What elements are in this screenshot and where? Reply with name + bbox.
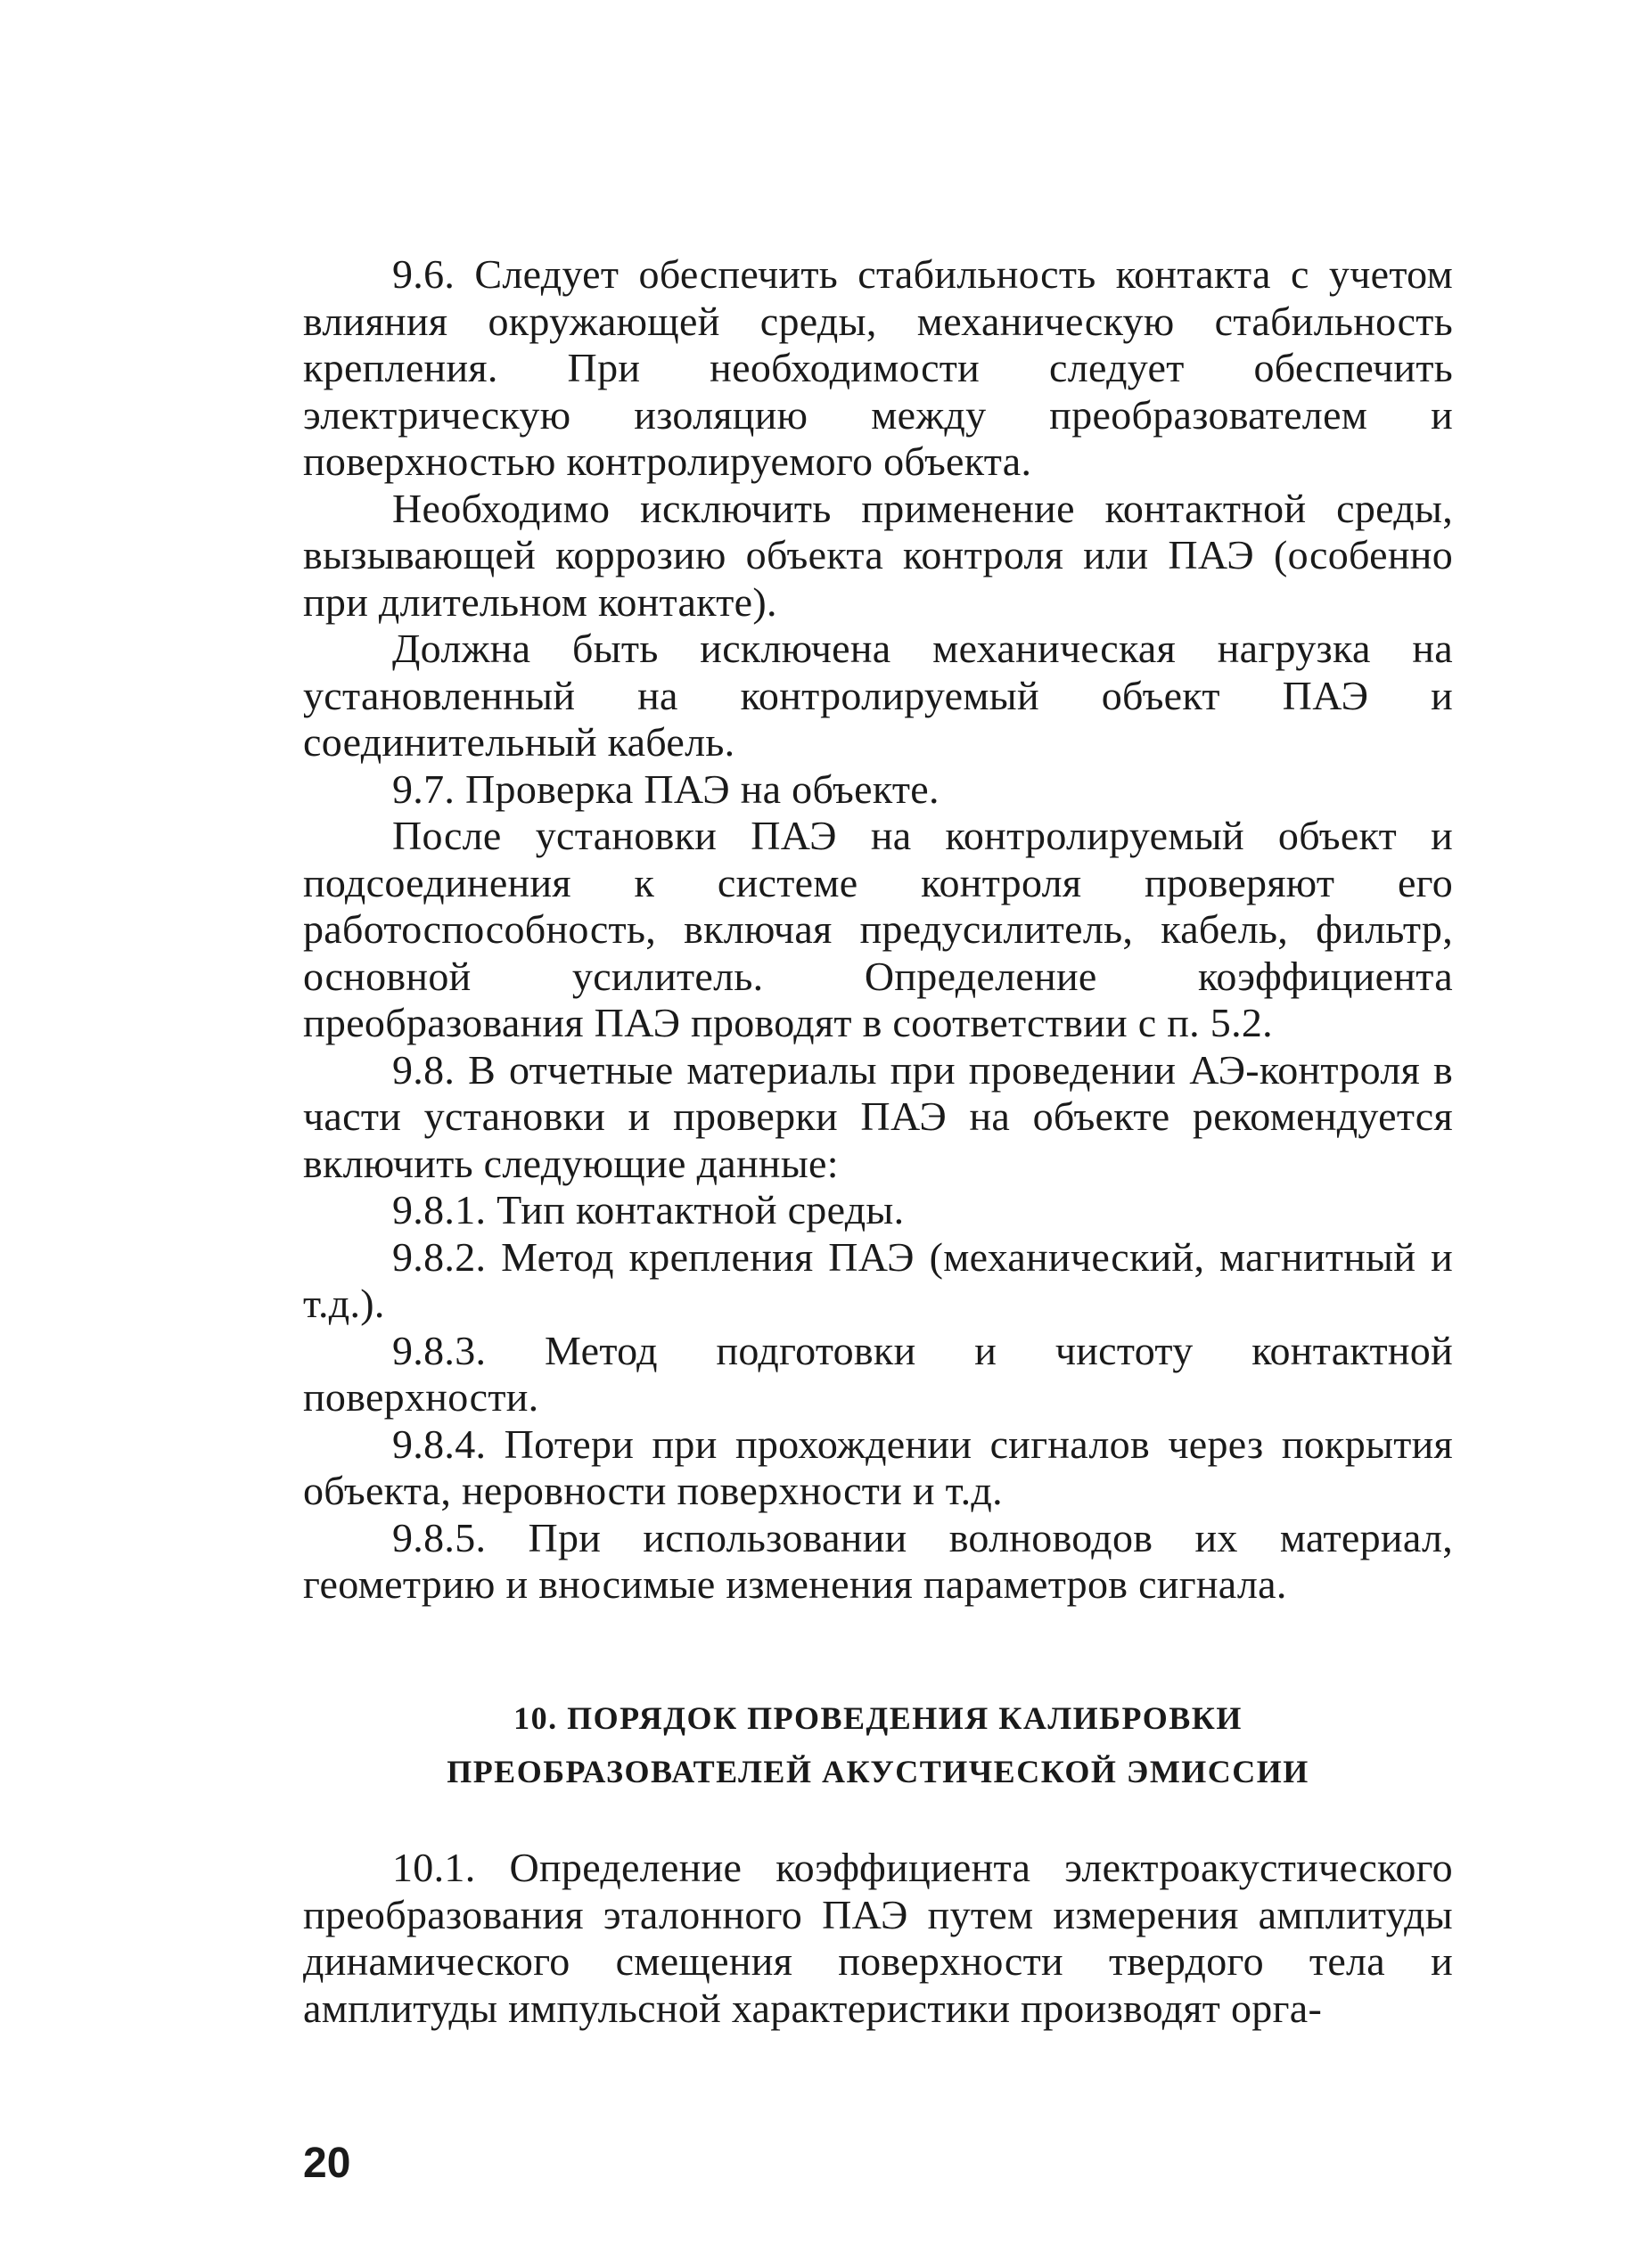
paragraph-mechanical-load: Должна быть исключена механическая нагрузка на установленный на контролируемый объект ПАЭ и соединительный кабель.: [303, 626, 1453, 765]
page-number: 20: [303, 2140, 351, 2187]
paragraph-9-7: 9.7. Проверка ПАЭ на объекте.: [392, 766, 940, 812]
section-heading-line-1: 10. ПОРЯДОК ПРОВЕДЕНИЯ КАЛИБРОВКИ: [513, 1700, 1243, 1736]
paragraph-9-8-4: 9.8.4. Потери при прохождении сигналов через покрытия объекта, неровности поверхности и т.д.: [303, 1421, 1453, 1513]
paragraph-9-6: 9.6. Следует обеспечить стабильность контакта с учетом влияния окружающей среды, механическую стабильность крепления. При необходимости следует обеспечить электрическую изоляцию между преобразователем и поверхностью контролируемого объекта.: [303, 251, 1453, 484]
section-heading: [303, 1691, 1453, 1798]
paragraph-9-8: 9.8. В отчетные материалы при проведении АЭ-контроля в части установки и проверки ПАЭ на объекте рекомендуется включить следующие данные:: [303, 1046, 1453, 1186]
body-text: [303, 251, 1453, 1609]
section-heading-line-2: ПРЕОБРАЗОВАТЕЛЕЙ АКУСТИЧЕСКОЙ ЭМИССИИ: [447, 1754, 1309, 1789]
paragraph-9-8-3: 9.8.3. Метод подготовки и чистоту контактной поверхности.: [303, 1327, 1453, 1420]
paragraph-9-8-1: 9.8.1. Тип контактной среды.: [392, 1187, 905, 1232]
paragraph-9-8-5: 9.8.5. При использовании волноводов их материал, геометрию и вносимые изменения параметров сигнала.: [303, 1514, 1453, 1607]
paragraph-contact-medium: Необходимо исключить применение контактной среды, вызывающей коррозию объекта контроля или ПАЭ (особенно при длительном контакте).: [303, 485, 1453, 625]
section-10-text: [303, 1845, 1453, 2032]
paragraph-9-8-2: 9.8.2. Метод крепления ПАЭ (механический, магнитный и т.д.).: [303, 1233, 1453, 1326]
paragraph-10-1: 10.1. Определение коэффициента электроакустического преобразования эталонного ПАЭ путем измерения амплитуды динамического смещения поверхности твердого тела и амплитуды импульсной характеристики производят орга-: [303, 1845, 1453, 2031]
paragraph-after-installation: После установки ПАЭ на контролируемый объект и подсоединения к системе контроля проверяют его работоспособность, включая предусилитель, кабель, фильтр, основной усилитель. Определение коэффициента преобразования ПАЭ проводят в соответствии с п. 5.2.: [303, 813, 1453, 1045]
